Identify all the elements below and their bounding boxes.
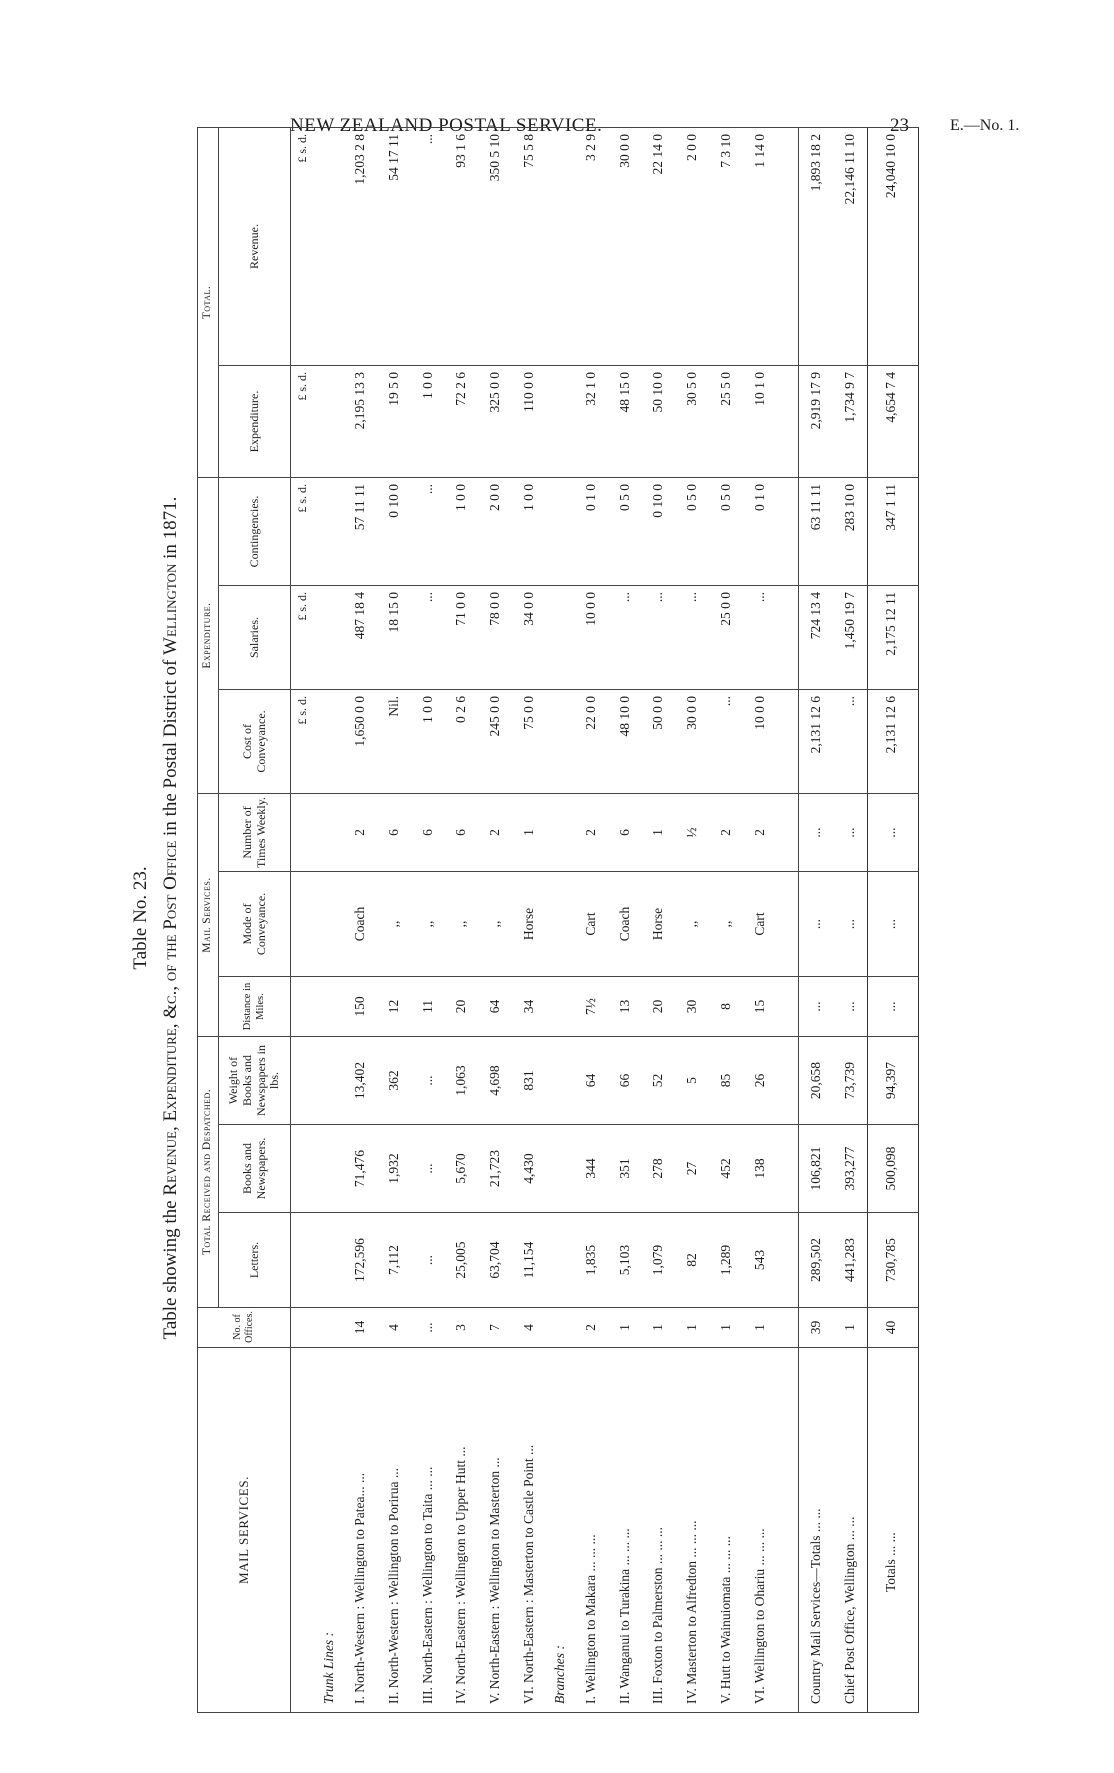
header-mail-services: MAIL SERVICES. — [198, 1348, 291, 1713]
cell-weight: 362 — [377, 1037, 411, 1125]
cell-offices: 1 — [608, 1308, 642, 1348]
cell-mode: Horse — [512, 872, 546, 977]
header-weight — [219, 1037, 291, 1125]
unit-cost: £ s. d. — [291, 690, 315, 794]
cell-weight: 831 — [512, 1037, 546, 1125]
header-expenditure-group: Expenditure. — [198, 478, 219, 794]
cell-books: 5,670 — [444, 1125, 478, 1213]
spacer-row — [776, 128, 798, 1713]
cell-letters: 543 — [743, 1213, 777, 1308]
cell-cost: Nil. — [377, 690, 411, 794]
cell-times: 2 — [709, 794, 743, 872]
cell-revenue: 22 14 0 — [641, 128, 675, 366]
header-distance-label: Distance in Miles. — [242, 982, 266, 1031]
cell-books: 4,430 — [512, 1125, 546, 1213]
cell-contingencies: ... — [411, 478, 445, 586]
total-cost: 2,131 12 6 — [867, 690, 914, 794]
table-row — [641, 128, 675, 1713]
header-books — [219, 1125, 291, 1213]
document-reference: E.—No. 1. — [950, 117, 1020, 134]
cell-mode: ,, — [411, 872, 445, 977]
header-weight-label: Weight of Books and Newspapers in lbs. — [225, 1045, 282, 1116]
cell-name: Chief Post Office, Wellington ... ... — [833, 1348, 867, 1713]
cell-salaries: ... — [411, 586, 445, 690]
cell-letters: 441,283 — [833, 1213, 867, 1308]
cell-mode: ,, — [675, 872, 709, 977]
cell-expenditure: 25 5 0 — [709, 366, 743, 478]
cell-salaries: 724 13 4 — [799, 586, 833, 690]
cell-cost: ... — [709, 690, 743, 794]
cell-contingencies: 0 5 0 — [608, 478, 642, 586]
header-books-label: Books and Newspapers. — [239, 1137, 268, 1200]
cell-mode: ,, — [478, 872, 512, 977]
cell-expenditure: 48 15 0 — [608, 366, 642, 478]
cell-salaries: 10 0 0 — [574, 586, 608, 690]
cell-salaries: ... — [743, 586, 777, 690]
cell-mode: Cart — [574, 872, 608, 977]
cell-contingencies: 0 10 0 — [641, 478, 675, 586]
unit-expenditure: £ s. d. — [291, 366, 315, 478]
cell-weight: ... — [411, 1037, 445, 1125]
cell-weight: 73,739 — [833, 1037, 867, 1125]
cell-contingencies: 0 1 0 — [574, 478, 608, 586]
cell-cost: 2,131 12 6 — [799, 690, 833, 794]
cell-name: IV. North-Eastern : Wellington to Upper Hutt ... — [444, 1348, 478, 1713]
table-title-year: in 1871. — [160, 496, 181, 564]
cell-name: IV. Masterton to Alfredton ... ... ... — [675, 1348, 709, 1713]
cell-contingencies: 0 5 0 — [675, 478, 709, 586]
cell-expenditure: 19 5 0 — [377, 366, 411, 478]
table-row — [743, 128, 777, 1713]
cell-weight: 1,063 — [444, 1037, 478, 1125]
cell-name: VI. North-Eastern : Masterton to Castle Point ... — [512, 1348, 546, 1713]
cell-revenue: ... — [411, 128, 445, 366]
section-branches: Branches : — [546, 1348, 574, 1713]
unit-contingencies: £ s. d. — [291, 478, 315, 586]
header-cost-conveyance — [219, 690, 291, 794]
cell-revenue: 54 17 11 — [377, 128, 411, 366]
cell-offices: 1 — [743, 1308, 777, 1348]
header-total-group: Total. — [198, 128, 219, 478]
table-title-place: Wellington — [160, 563, 181, 655]
cell-mode: Coach — [608, 872, 642, 977]
cell-revenue: 3 2 9 — [574, 128, 608, 366]
cell-expenditure: 1,734 9 7 — [833, 366, 867, 478]
cell-distance: 34 — [512, 977, 546, 1037]
cell-weight: 4,698 — [478, 1037, 512, 1125]
units-blank — [291, 872, 315, 977]
cell-mode: ,, — [377, 872, 411, 977]
cell-offices: 1 — [641, 1308, 675, 1348]
cell-books: 21,723 — [478, 1125, 512, 1213]
units-blank — [291, 1213, 315, 1308]
cell-times: ½ — [675, 794, 709, 872]
cell-times: 2 — [343, 794, 377, 872]
cell-books: 351 — [608, 1125, 642, 1213]
header-total-received: Total Received and Despatched. — [198, 1037, 219, 1308]
cell-mode: Cart — [743, 872, 777, 977]
units-row — [291, 128, 315, 1713]
cell-weight: 52 — [641, 1037, 675, 1125]
header-no-of-offices — [198, 1308, 291, 1348]
cell-name: V. North-Eastern : Wellington to Masterton ... — [478, 1348, 512, 1713]
cell-books: 344 — [574, 1125, 608, 1213]
table-number: Table No. 23. — [130, 866, 151, 970]
table-row — [833, 128, 867, 1713]
cell-books: 393,277 — [833, 1125, 867, 1213]
total-letters: 730,785 — [867, 1213, 914, 1308]
cell-cost: 75 0 0 — [512, 690, 546, 794]
cell-contingencies: 1 0 0 — [444, 478, 478, 586]
cell-distance: 8 — [709, 977, 743, 1037]
cell-salaries: 78 0 0 — [478, 586, 512, 690]
total-times: ... — [867, 794, 914, 872]
cell-times: 6 — [411, 794, 445, 872]
header-mode-label: Mode of Conveyance. — [239, 892, 268, 956]
header-revenue: Revenue. — [219, 128, 291, 366]
cell-books: 1,932 — [377, 1125, 411, 1213]
cell-offices: 39 — [799, 1308, 833, 1348]
cell-books: 452 — [709, 1125, 743, 1213]
cell-times: ... — [799, 794, 833, 872]
cell-offices: 7 — [478, 1308, 512, 1348]
cell-salaries: 71 0 0 — [444, 586, 478, 690]
cell-mode: ... — [833, 872, 867, 977]
section-row — [315, 128, 343, 1713]
table-row — [411, 128, 445, 1713]
table-title — [160, 88, 182, 1748]
table-row — [574, 128, 608, 1713]
cell-cost: 245 0 0 — [478, 690, 512, 794]
total-offices: 40 — [867, 1308, 914, 1348]
table-row — [512, 128, 546, 1713]
total-expenditure: 4,654 7 4 — [867, 366, 914, 478]
cell-offices: 4 — [377, 1308, 411, 1348]
cell-cost: ... — [833, 690, 867, 794]
section-row — [546, 128, 574, 1713]
header-expenditure: Expenditure. — [219, 366, 291, 478]
cell-expenditure: 50 10 0 — [641, 366, 675, 478]
header-times-weekly — [219, 794, 291, 872]
cell-distance: 20 — [444, 977, 478, 1037]
header-mail-services-group: Mail Services. — [198, 794, 219, 1037]
cell-cost: 48 10 0 — [608, 690, 642, 794]
header-salaries: Salaries. — [219, 586, 291, 690]
cell-salaries: ... — [608, 586, 642, 690]
cell-times: 2 — [574, 794, 608, 872]
cell-name: II. Wanganui to Turakina ... ... ... — [608, 1348, 642, 1713]
cell-weight: 64 — [574, 1037, 608, 1125]
cell-times: ... — [833, 794, 867, 872]
cell-expenditure: 32 1 0 — [574, 366, 608, 478]
cell-distance: 15 — [743, 977, 777, 1037]
cell-offices: 4 — [512, 1308, 546, 1348]
cell-expenditure: 2,919 17 9 — [799, 366, 833, 478]
cell-contingencies: 1 0 0 — [512, 478, 546, 586]
cell-revenue: 22,146 11 10 — [833, 128, 867, 366]
total-weight: 94,397 — [867, 1037, 914, 1125]
cell-contingencies: 0 5 0 — [709, 478, 743, 586]
cell-distance: 13 — [608, 977, 642, 1037]
cell-weight: 66 — [608, 1037, 642, 1125]
table-title-middle: in the Postal District of — [160, 654, 181, 841]
cell-letters: 172,596 — [343, 1213, 377, 1308]
cell-times: 6 — [444, 794, 478, 872]
cell-offices: 2 — [574, 1308, 608, 1348]
cell-times: 6 — [377, 794, 411, 872]
cell-revenue: 350 5 10 — [478, 128, 512, 366]
total-books: 500,098 — [867, 1125, 914, 1213]
cell-salaries: ... — [641, 586, 675, 690]
cell-distance: 7½ — [574, 977, 608, 1037]
cell-distance: 12 — [377, 977, 411, 1037]
cell-weight: 85 — [709, 1037, 743, 1125]
cell-mode: Horse — [641, 872, 675, 977]
cell-salaries: 25 0 0 — [709, 586, 743, 690]
cell-revenue: 30 0 0 — [608, 128, 642, 366]
cell-times: 1 — [641, 794, 675, 872]
cell-letters: 7,112 — [377, 1213, 411, 1308]
cell-distance: 150 — [343, 977, 377, 1037]
units-blank — [291, 1125, 315, 1213]
grand-total-body — [867, 128, 918, 1713]
header-mode — [219, 872, 291, 977]
cell-cost: 1,650 0 0 — [343, 690, 377, 794]
cell-cost: 30 0 0 — [675, 690, 709, 794]
cell-expenditure: 30 5 0 — [675, 366, 709, 478]
cell-salaries: 34 0 0 — [512, 586, 546, 690]
page-header-title: NEW ZEALAND POSTAL SERVICE. — [290, 115, 603, 136]
total-salaries: 2,175 12 11 — [867, 586, 914, 690]
cell-cost: 1 0 0 — [411, 690, 445, 794]
table-title-subject: Revenue, Expenditure, &c., of the Post Office — [160, 840, 181, 1196]
cell-mode: Coach — [343, 872, 377, 977]
table-row — [343, 128, 377, 1713]
table-row — [675, 128, 709, 1713]
table-row — [709, 128, 743, 1713]
cell-revenue: 93 1 6 — [444, 128, 478, 366]
cell-offices: 1 — [709, 1308, 743, 1348]
cell-expenditure: 72 2 6 — [444, 366, 478, 478]
cell-times: 6 — [608, 794, 642, 872]
cell-mode: ... — [799, 872, 833, 977]
units-blank — [291, 1348, 315, 1713]
cell-expenditure: 110 0 0 — [512, 366, 546, 478]
cell-offices: ... — [411, 1308, 445, 1348]
rotated-table-block — [130, 88, 925, 1748]
cell-distance: 30 — [675, 977, 709, 1037]
cell-contingencies: 0 1 0 — [743, 478, 777, 586]
summary-body — [776, 128, 867, 1713]
cell-weight: 5 — [675, 1037, 709, 1125]
unit-salaries: £ s. d. — [291, 586, 315, 690]
cell-offices: 1 — [833, 1308, 867, 1348]
cell-name: III. North-Eastern : Wellington to Taita ... ... — [411, 1348, 445, 1713]
table-row — [478, 128, 512, 1713]
cell-mode: ,, — [444, 872, 478, 977]
cell-distance: ... — [833, 977, 867, 1037]
table-row — [799, 128, 833, 1713]
cell-expenditure: 10 1 0 — [743, 366, 777, 478]
cell-letters: 11,154 — [512, 1213, 546, 1308]
cell-letters: 25,005 — [444, 1213, 478, 1308]
cell-salaries: ... — [675, 586, 709, 690]
cell-name: I. North-Western : Wellington to Patea... ... — [343, 1348, 377, 1713]
cell-name: VI. Wellington to Ohariu ... ... ... — [743, 1348, 777, 1713]
cell-times: 2 — [743, 794, 777, 872]
cell-offices: 14 — [343, 1308, 377, 1348]
cell-letters: ... — [411, 1213, 445, 1308]
table-title-lead: Table showing the — [160, 1195, 181, 1340]
units-blank — [291, 977, 315, 1037]
cell-contingencies: 283 10 0 — [833, 478, 867, 586]
header-contingencies: Contingencies. — [219, 478, 291, 586]
section-trunk-lines: Trunk Lines : — [315, 1348, 343, 1713]
cell-expenditure: 1 0 0 — [411, 366, 445, 478]
cell-books: 27 — [675, 1125, 709, 1213]
header-distance — [219, 977, 291, 1037]
cell-name: III. Foxton to Palmerston ... ... ... — [641, 1348, 675, 1713]
cell-offices: 1 — [675, 1308, 709, 1348]
cell-expenditure: 325 0 0 — [478, 366, 512, 478]
cell-times: 1 — [512, 794, 546, 872]
cell-books: 71,476 — [343, 1125, 377, 1213]
table-tail — [914, 128, 919, 1713]
postal-revenue-table — [197, 127, 919, 1713]
cell-contingencies: 0 10 0 — [377, 478, 411, 586]
cell-letters: 63,704 — [478, 1213, 512, 1308]
cell-revenue: 75 5 8 — [512, 128, 546, 366]
total-mode: ... — [867, 872, 914, 977]
cell-distance: ... — [799, 977, 833, 1037]
cell-cost: 22 0 0 — [574, 690, 608, 794]
unit-revenue: £ s. d. — [291, 128, 315, 366]
cell-revenue: 7 3 10 — [709, 128, 743, 366]
cell-offices: 3 — [444, 1308, 478, 1348]
cell-contingencies: 57 11 11 — [343, 478, 377, 586]
cell-distance: 64 — [478, 977, 512, 1037]
table-row — [608, 128, 642, 1713]
total-distance: ... — [867, 977, 914, 1037]
cell-cost: 50 0 0 — [641, 690, 675, 794]
trunk-lines-body — [343, 128, 545, 1713]
cell-expenditure: 2,195 13 3 — [343, 366, 377, 478]
branches-body — [574, 128, 776, 1713]
grand-total-row — [867, 128, 914, 1713]
cell-books: 138 — [743, 1125, 777, 1213]
cell-distance: 20 — [641, 977, 675, 1037]
header-cost-conveyance-label: Cost of Conveyance. — [239, 710, 268, 773]
header-no-of-offices-label: No. of Offices. — [232, 1311, 255, 1343]
cell-name: V. Hutt to Wainuiomata ... ... ... — [709, 1348, 743, 1713]
units-blank — [291, 1037, 315, 1125]
cell-letters: 82 — [675, 1213, 709, 1308]
cell-revenue: 1,203 2 8 — [343, 128, 377, 366]
cell-salaries: 1,450 19 7 — [833, 586, 867, 690]
cell-revenue: 2 0 0 — [675, 128, 709, 366]
cell-letters: 1,835 — [574, 1213, 608, 1308]
cell-distance: 11 — [411, 977, 445, 1037]
cell-times: 2 — [478, 794, 512, 872]
cell-name: II. North-Western : Wellington to Porirua ... — [377, 1348, 411, 1713]
total-revenue: 24,040 10 0 — [867, 128, 914, 366]
cell-weight: 20,658 — [799, 1037, 833, 1125]
cell-letters: 1,079 — [641, 1213, 675, 1308]
cell-books: ... — [411, 1125, 445, 1213]
units-blank — [291, 1308, 315, 1348]
total-contingencies: 347 1 11 — [867, 478, 914, 586]
cell-mode: ,, — [709, 872, 743, 977]
total-name: Totals ... ... — [867, 1348, 914, 1713]
header-letters: Letters. — [219, 1213, 291, 1308]
cell-revenue: 1,893 18 2 — [799, 128, 833, 366]
header-times-weekly-label: Number of Times Weekly. — [239, 797, 268, 868]
page-number: 23 — [890, 115, 909, 136]
cell-name: I. Wellington to Makara ... ... ... — [574, 1348, 608, 1713]
cell-salaries: 487 18 4 — [343, 586, 377, 690]
cell-books: 106,821 — [799, 1125, 833, 1213]
cell-weight: 13,402 — [343, 1037, 377, 1125]
cell-contingencies: 2 0 0 — [478, 478, 512, 586]
cell-contingencies: 63 11 11 — [799, 478, 833, 586]
cell-salaries: 18 15 0 — [377, 586, 411, 690]
cell-letters: 1,289 — [709, 1213, 743, 1308]
table-row — [444, 128, 478, 1713]
units-blank — [291, 794, 315, 872]
cell-weight: 26 — [743, 1037, 777, 1125]
cell-cost: 0 2 6 — [444, 690, 478, 794]
cell-books: 278 — [641, 1125, 675, 1213]
cell-letters: 5,103 — [608, 1213, 642, 1308]
cell-cost: 10 0 0 — [743, 690, 777, 794]
table-row — [377, 128, 411, 1713]
cell-name: Country Mail Services—Totals ... ... — [799, 1348, 833, 1713]
cell-revenue: 1 14 0 — [743, 128, 777, 366]
cell-letters: 289,502 — [799, 1213, 833, 1308]
